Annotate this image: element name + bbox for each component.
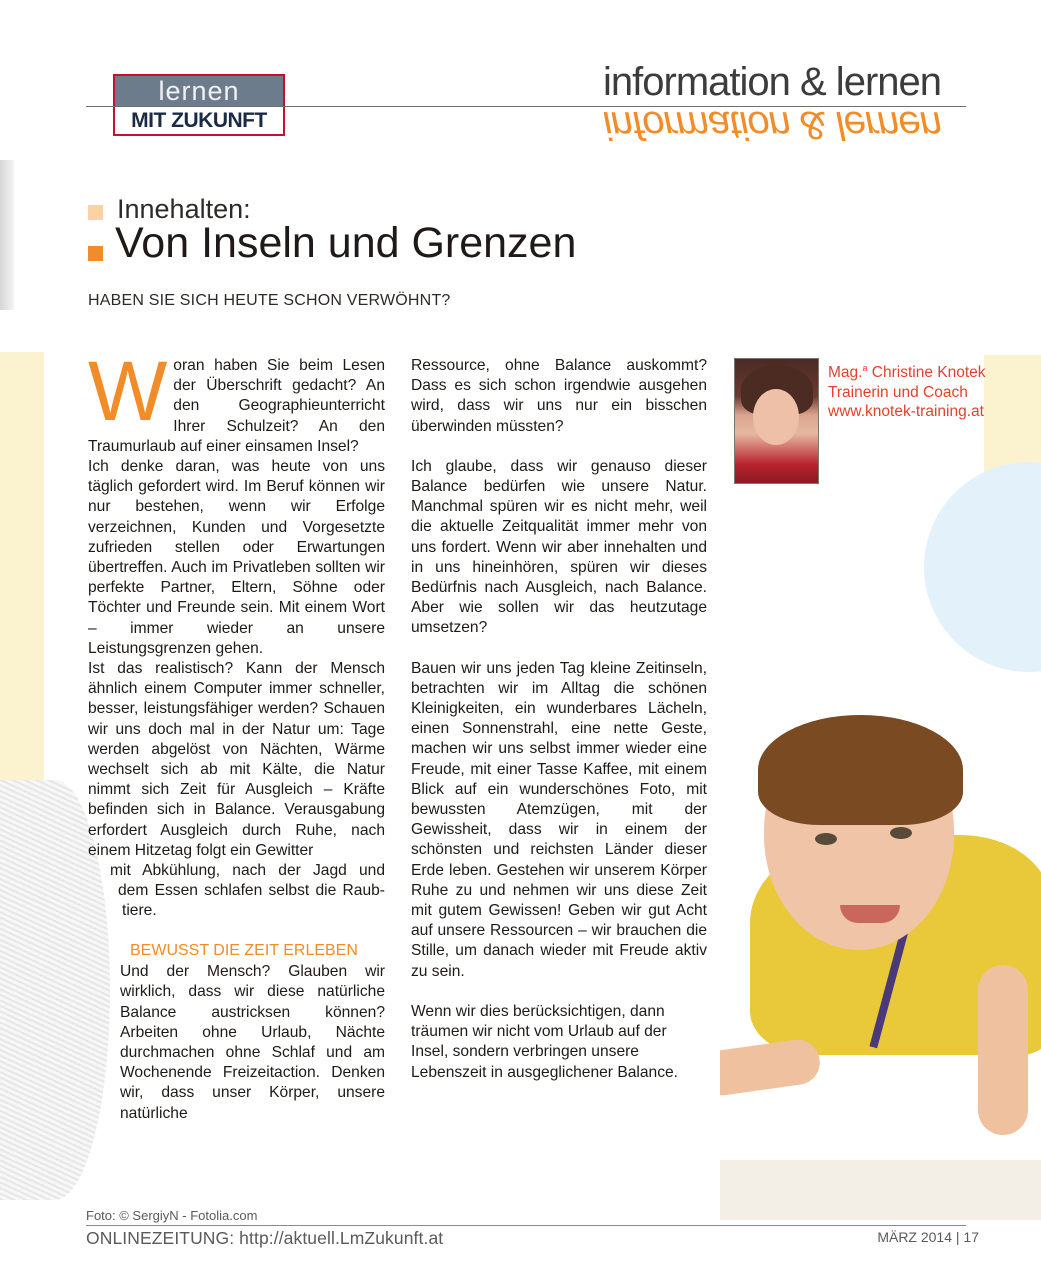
background-blue-circle bbox=[924, 462, 1041, 672]
logo-bottom-text: MIT ZUKUNFT bbox=[115, 106, 283, 136]
magazine-logo bbox=[113, 74, 285, 136]
boy-hair bbox=[758, 715, 963, 825]
paragraph: Und der Mensch? Glauben wir wirklich, dass wir diese natürliche Balance austricksen können? Arbeiten ohne Urlaub, Nächte durchmachen ohne Schlaf und am Wochenende Freizeitaction. Denken wir, dass unser Körper, unsere natürliche bbox=[120, 963, 385, 1122]
paragraph: Ressource, ohne Balance auskommt? Dass es sich schon irgendwie ausgehen wird, dass wir uns nur ein bisschen überwinden müssten? bbox=[411, 357, 707, 435]
photo-floor bbox=[720, 1160, 1041, 1220]
background-yellow-band-left bbox=[0, 352, 44, 822]
author-face bbox=[753, 389, 799, 445]
boy-eye-right bbox=[890, 827, 912, 839]
subheading: BEWUSST DIE ZEIT ERLEBEN bbox=[130, 942, 358, 959]
author-website[interactable]: www.knotek-training.at bbox=[828, 403, 984, 421]
paragraph: Ich glaube, dass wir genauso dieser Balance bedürfen wie unsere Natur. Manchmal spüren wir es nicht mehr, weil die aktuelle Zeitqualität immer mehr von uns fordert. Wenn wir aber innehalten und in uns hineinhören, spüren wir dieses Bedürfnis nach Ausgleich, nach Balance. Aber wie sollen wir das heutzutage umsetzen? bbox=[411, 457, 707, 637]
article-title: Von Inseln und Grenzen bbox=[115, 219, 577, 267]
article-subtitle: HABEN SIE SICH HEUTE SCHON VERWÖHNT? bbox=[88, 292, 451, 309]
footer-issue-page: MÄRZ 2014 | 17 bbox=[877, 1229, 979, 1245]
dropcap: W bbox=[88, 344, 168, 438]
boy-smile bbox=[840, 905, 900, 923]
boy-eye-left bbox=[815, 833, 837, 845]
section-title: information & lernen bbox=[603, 60, 941, 104]
paragraph-line: tiere. bbox=[122, 902, 157, 920]
article-column-2 bbox=[411, 356, 707, 1083]
author-title-prefix: Mag. bbox=[828, 364, 863, 382]
author-name bbox=[828, 359, 986, 383]
author-title-sup: a bbox=[862, 363, 868, 373]
boy-photo bbox=[720, 715, 1041, 1165]
title-bullet bbox=[88, 246, 103, 261]
paragraph-gap bbox=[411, 639, 707, 659]
footer-divider bbox=[86, 1225, 966, 1226]
paragraph: Wenn wir dies berücksichtigen, dann träumen wir nicht vom Urlaub auf der Insel, sondern verbringen unsere Lebenszeit in ausgeglichener Balance. bbox=[411, 1002, 679, 1081]
section-title-reflection: information & lernen bbox=[603, 103, 941, 147]
author-name-text: Christine Knotek bbox=[867, 364, 986, 382]
boy-arm-right bbox=[978, 965, 1028, 1135]
paragraph: Bauen wir uns jeden Tag kleine Zeitinseln, betrachten wir im Alltag die schönen Kleinigkeiten, ein wunderbares Lächeln, einen Sonnenstrahl, eine nette Geste, machen wir uns selbst immer wieder eine Freude, mit einer Tasse Kaffee, mit einem Blick auf ein wunderschönes Foto, mit bewussten Atemzügen, mit der Gewissheit, dass wir in einem der schönsten und reichsten Länder dieser Erde leben. Gestehen wir unserem Körper Ruhe zu und nehmen wir uns diese Zeit mit gutem Gewissen! Geben wir gut Acht auf unsere Ressourcen – wir brauchen die Stille, um danach wieder mit Freude aktiv zu sein. bbox=[411, 659, 707, 980]
paragraph: Ist das realistisch? Kann der Mensch ähnlich einem Computer immer schneller, besser, leistungsfähiger werden? Schauen wir uns doch mal in der Natur um: Tage werden abgelöst von Nächten, Wärme wechselt sich ab mit Kälte, die Natur nimmt sich Zeit für Ausgleich – Kräfte befinden sich in Balance. Verausgabung erfordert Ausgleich durch Ruhe, nach einem Hitzetag folgt ein Gewitter bbox=[88, 660, 385, 859]
paragraph-gap bbox=[411, 982, 707, 1002]
paragraph: oran haben Sie beim Lesen der Überschrift gedacht? An den Geographieunterricht Ihrer Schulzeit? An den Traumurlaub auf einer einsamen Insel? bbox=[88, 357, 385, 455]
photo-credit: Foto: © SergiyN - Fotolia.com bbox=[86, 1208, 258, 1223]
boy-arm-left bbox=[720, 1037, 823, 1098]
logo-top-text: lernen bbox=[115, 76, 283, 106]
author-role: Trainerin und Coach bbox=[828, 383, 968, 401]
author-info bbox=[828, 359, 986, 422]
paragraph-gap bbox=[411, 437, 707, 457]
article-kicker: Innehalten: bbox=[117, 194, 251, 224]
author-portrait bbox=[734, 358, 819, 484]
background-sketch-left bbox=[0, 160, 14, 310]
footer-online-link[interactable]: ONLINEZEITUNG: http://aktuell.LmZukunft.at bbox=[86, 1228, 444, 1248]
kicker-bullet bbox=[88, 205, 103, 220]
column-1-subsection bbox=[120, 941, 385, 1124]
article-column-1 bbox=[88, 344, 385, 1122]
paragraph-line: mit Abkühlung, nach der Jagd und bbox=[110, 862, 385, 880]
paragraph-line: dem Essen schlafen selbst die Raub- bbox=[118, 882, 385, 900]
paragraph: Ich denke daran, was heute von uns täglich gefordert wird. Im Beruf können wir nur bestehen, wenn wir Erfolge verzeichnen, Kunden und Vorgesetzte zufrieden stellen oder Erwartungen übertreffen. Auch im Privatleben sollten wir perfekte Partner, Eltern, Söhne oder Töchter und Freunde sein. Mit einem Wort – immer wieder an unsere Leistungsgrenzen gehen. bbox=[88, 458, 385, 657]
